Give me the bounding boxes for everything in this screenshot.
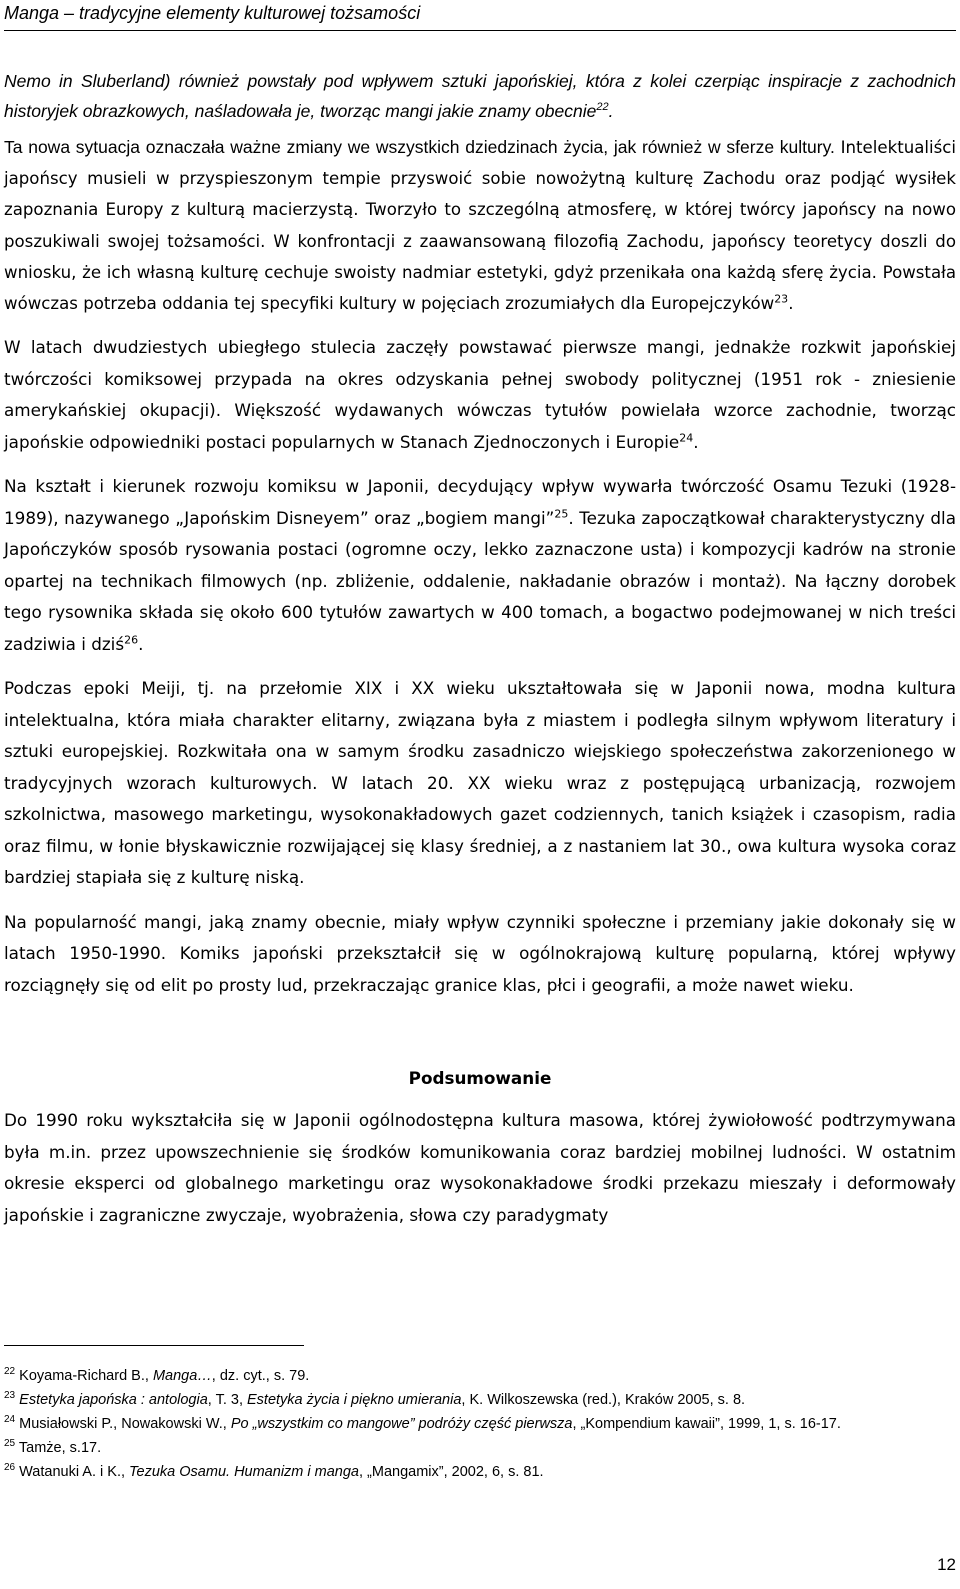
footnote-ref[interactable]: 23 bbox=[774, 292, 789, 306]
paragraph: Do 1990 roku wykształciła się w Japonii ogólnodostępna kultura masowa, której żywiołowość podtrzymywana była m.in. przez upowszechnienie się środków komunikowania coraz bardziej mobilnej ludności. W ostatnim okresie eksperci od globalnego marketingu oraz wysokonakładowe środki przekazu mieszały i deformowały japońskie i zagraniczne zwyczaje, wyobrażenia, słowa czy paradygmaty bbox=[4, 1110, 956, 1225]
footnote: $^{25}$ Tamże, s.17. bbox=[4, 1438, 102, 1456]
footnote: $^{22}$ Koyama-Richard B., Manga…, dz. cyt., s. 79. bbox=[4, 1366, 310, 1384]
paragraph: Ta nowa sytuacja oznaczała ważne zmiany we wszystkich dziedzinach życia, jak również w sferze kultury. Intelektualiści japońscy musieli w przyspieszonym tempie przyswoić sobie nowożytną kulturę Zachodu oraz podjąć wysiłek zapoznania Europy z kulturą macierzystą. Tworzyło to szczególną atmosferę, w której twórcy japońscy na nowo poszukiwali swojej tożsamości. W konfrontacji z zaawansowaną filozofią Zachodu, japońscy teoretycy doszli do wniosku, że ich własną kulturę cechuje swoisty nadmiar estetyki, gdyż przenikała ona każdą sferę życia. Powstała wówczas potrzeba oddania tej specyfiki kultury w pojęciach zrozumiałych dla Europejczyków$^{23}$. bbox=[4, 137, 956, 314]
paragraph: Na kształt i kierunek rozwoju komiksu w Japonii, decydujący wpływ wywarła twórczość Osamu Tezuki (1928-1989), nazywanego „Japońskim Disneyem” oraz „bogiem mangi”$^{25}$. Tezuka zapoczątkował charakterystyczny dla Japończyków sposób rysowania postaci (ogromne oczy, lekko zaznaczone usta) i kompozycji kadrów na stronie opartej na technikach filmowych (np. zbliżenie, oddalenie, nakładanie obrazów i montaż). Na łączny dorobek tego rysownika składa się około 600 tytułów zawartych w 400 tomach, a bogactwo podejmowanej w nich treści zadziwia i dziś$^{26}$. bbox=[4, 476, 956, 654]
footnote-ref[interactable]: 24 bbox=[679, 431, 694, 445]
footnotes bbox=[4, 1364, 956, 1484]
section-heading: Podsumowanie bbox=[408, 1068, 552, 1089]
footnote: $^{24}$ Musiałowski P., Nowakowski W., Po „wszystkim co mangowe” podróży część pierwsza, „Kompendium kawaii”, 1999, 1, s. 16-17. bbox=[4, 1414, 841, 1432]
paragraph: Podczas epoki Meiji, tj. na przełomie XIX i XX wieku ukształtowała się w Japonii nowa, modna kultura intelektualna, która miała charakter elitarny, związana była z miastem i podległa silnym wpływom literatury i sztuki europejskiej. Rozkwitała ona w samym środku zasadniczo wiejskiego społeczeństwa zakorzenionego w tradycyjnych wzorach kulturowych. W latach 20. XX wieku wraz z postępującą urbanizacją, rozwojem szkolnictwa, masowego marketingu, wysokonakładowych gazet codziennych, tanich książek i czasopism, radia oraz filmu, w łonie błyskawicznie rozwijającej się klasy średniej, a z nastaniem lat 30., owa kultura wysoka coraz bardziej stapiała się z kulturę niską. bbox=[4, 678, 956, 888]
body-text bbox=[4, 66, 956, 1231]
page-number: 12 bbox=[937, 1555, 956, 1574]
paragraph: Nemo in Sluberland) również powstały pod wpływem sztuki japońskiej, która z kolei czerpiąc inspiracje z zachodnich historyjek obrazkowych, naśladowała je, tworząc mangi jakie znamy obecnie$^{22}$. bbox=[4, 71, 956, 121]
paragraph: W latach dwudziestych ubiegłego stulecia zaczęły powstawać pierwsze mangi, jednakże rozkwit japońskiej twórczości komiksowej przypada na okres odzyskania pełnej swobody politycznej (1951 rok - zniesienie amerykańskiej okupacji). Większość wydawanych wówczas tytułów powielała wzorce zachodnie, tworząc japońskie odpowiedniki postaci popularnych w Stanach Zjednoczonych i Europie$^{24}$. bbox=[4, 337, 956, 452]
footnote-ref[interactable]: 26 bbox=[124, 633, 139, 647]
footnote: $^{26}$ Watanuki A. i K., Tezuka Osamu. Humanizm i manga, „Mangamix”, 2002, 6, s. 81. bbox=[4, 1462, 544, 1480]
footnote-ref[interactable]: 22 bbox=[596, 101, 609, 114]
paragraph: Na popularność mangi, jaką znamy obecnie, miały wpływ czynniki społeczne i przemiany jakie dokonały się w latach 1950-1990. Komiks japoński przekształcił się w ogólnokrajową kulturę popularną, której wpływy rozciągnęły się od elit po prosty lud, przekraczając granice klas, płci i geografii, a może nawet wieku. bbox=[4, 911, 956, 995]
running-header: Manga – tradycyjne elementy kulturowej tożsamości bbox=[4, 0, 956, 31]
footnote: $^{23}$ Estetyka japońska : antologia, T. 3, Estetyka życia i piękno umierania, K. Wilkoszewska (red.), Kraków 2005, s. 8. bbox=[4, 1390, 746, 1408]
footnote-divider bbox=[4, 1345, 304, 1346]
footnote-ref[interactable]: 25 bbox=[554, 507, 569, 521]
